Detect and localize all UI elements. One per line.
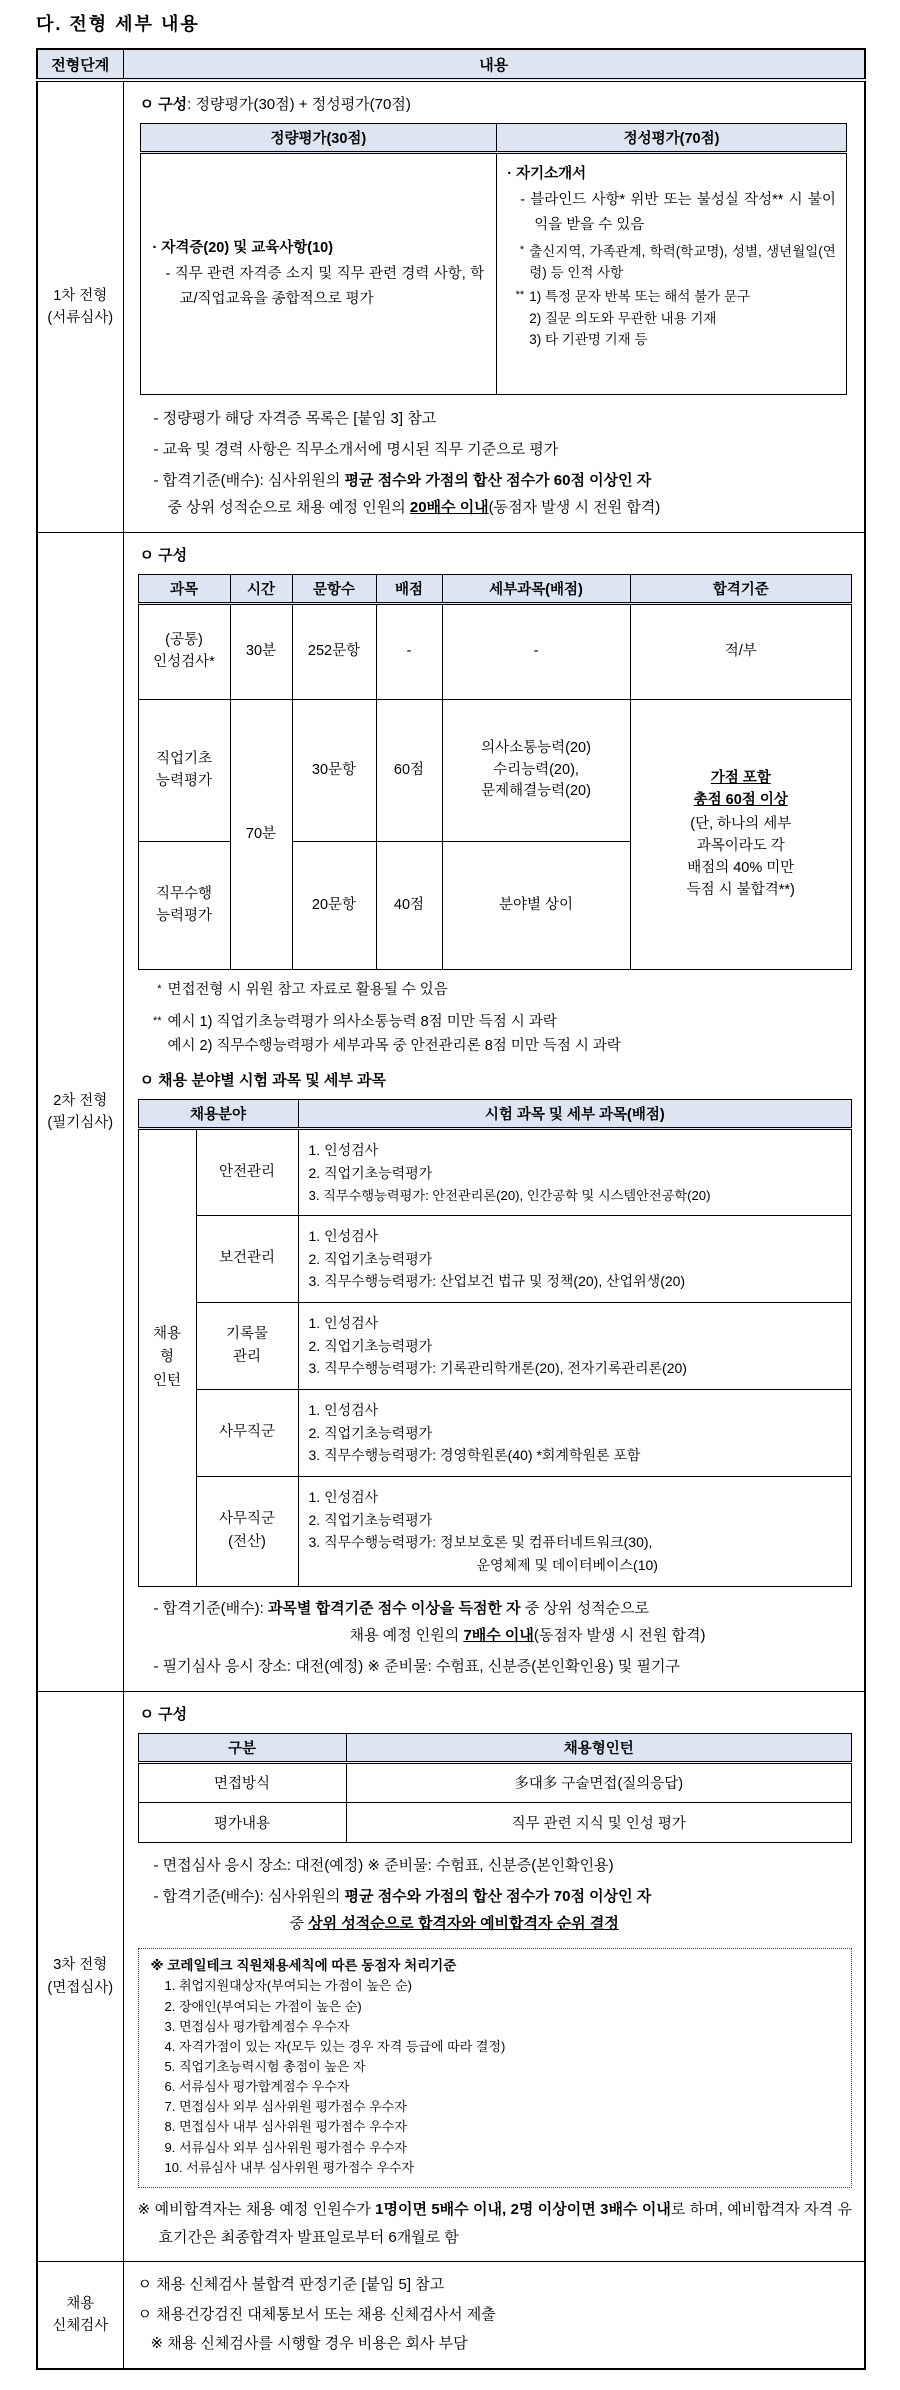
stage1-label-line1: 1차 전형	[53, 287, 108, 304]
interview-table	[138, 1733, 853, 1843]
selection-detail-table	[36, 48, 866, 2370]
subjects-header-count: 문항수	[292, 575, 376, 604]
stage3-content	[123, 1691, 865, 2261]
subject-detail-cell: 의사소통능력(20) 수리능력(20), 문제해결능력(20)	[442, 700, 630, 842]
field-subjects-cell: 1. 인성검사 2. 직업기초능력평가 3. 직무수행능력평가: 기록관리학개론(20), 전자기록관리론(20)	[298, 1302, 852, 1389]
subjects-header-detail: 세부과목(배점)	[442, 575, 630, 604]
stage3-venue-note: - 면접심사 응시 장소: 대전(예정) ※ 준비물: 수험표, 신분증(본인확인용)	[153, 1856, 614, 1874]
fields-row-office	[138, 1390, 852, 1477]
field-name-cell: 안전관리	[196, 1129, 298, 1216]
stage2-row	[37, 533, 865, 1692]
intern-group-cell: 채용형 인턴	[138, 1129, 196, 1586]
stage1-note-1: - 정량평가 해당 자격증 목록은 [붙임 3] 참고	[153, 410, 437, 427]
subjects-header-score: 배점	[376, 575, 442, 604]
subjects-row-personality	[138, 604, 852, 700]
field-subjects-cell: 1. 인성검사 2. 직업기초능력평가 3. 직무수행능력평가: 경영학원론(40) *회계학원론 포함	[298, 1390, 852, 1477]
stage4-label	[37, 2262, 123, 2369]
stage2-footnote-3: 예시 2) 직무수행능력평가 세부과목 중 안전관리론 8점 미만 득점 시 과락	[167, 1037, 621, 1054]
stage1-label	[37, 80, 123, 533]
stage2-label-line1: 2차 전형	[53, 1092, 108, 1109]
interview-header-row	[138, 1733, 852, 1762]
subjects-header-row	[138, 575, 852, 604]
stage4-line-1: ㅇ 채용 신체검사 불합격 판정기준 [붙임 5] 참고	[137, 2276, 445, 2294]
stage4-content	[123, 2262, 865, 2369]
bullet-icon: ㅇ	[139, 1072, 154, 1090]
subjects-row-basic	[138, 700, 852, 842]
interview-header-type: 구분	[138, 1733, 346, 1762]
bullet-icon: ㅇ	[139, 96, 154, 113]
stage1-note-3: - 합격기준(배수): 심사위원의 평균 점수와 가점의 합산 점수가 60점 이상인 자	[153, 471, 652, 489]
stage4-label-line2: 신체검사	[52, 2318, 109, 2335]
bullet-icon: ㅇ	[139, 547, 154, 564]
stage2-fields-heading: ㅇ 채용 분야별 시험 과목 및 세부 과목	[139, 1072, 387, 1090]
stage4-label-line1: 채용	[66, 2295, 95, 2312]
main-header-row	[37, 49, 865, 80]
interview-row-method: 면접방식 多대多 구술면접(질의응답)	[138, 1762, 852, 1802]
stage3-label-line1: 3차 전형	[53, 1957, 108, 1974]
qual-footnote-2: ** 1) 특정 문자 반복 또는 해석 불가 문구 2) 질문 의도와 무관한 내용 기재 3) 타 기관명 기재 등	[507, 286, 836, 351]
tiebreak-item: 3. 면접심사 평가합계점수 우수자	[164, 2018, 350, 2034]
subjects-table	[138, 574, 853, 970]
stage3-reserve-note: ※ 예비합격자는 채용 예정 인원수가 1명이면 5배수 이내, 2명 이상이면 3배수 이내로 하며, 예비합격자 자격 유효기간은 최종합격자 발표일로부터 6개월로 함	[137, 2200, 852, 2246]
stage3-row	[37, 1691, 865, 2261]
stage3-pass-note-line2: 중 상위 성적순으로 합격자와 예비합격자 순위 결정	[289, 1915, 619, 1933]
tiebreak-item: 4. 자격가점이 있는 자(모두 있는 경우 자격 등급에 따라 결정)	[164, 2038, 506, 2054]
stage4-line-3: ※ 채용 신체검사를 시행할 경우 비용은 회사 부담	[150, 2334, 468, 2352]
stage1-label-line2: (서류심사)	[47, 310, 114, 326]
asterisk-icon: *	[519, 243, 525, 256]
subject-pass-criteria-cell: 가점 포함 총점 60점 이상 (단, 하나의 세부 과목이라도 각 배점의 40% 미만 득점 시 불합격**)	[630, 700, 852, 970]
subject-score-cell: 40점	[376, 842, 442, 970]
stage1-note-2: - 교육 및 경력 사항은 직무소개서에 명시된 직무 기준으로 평가	[153, 440, 559, 458]
subject-time-cell: 30분	[230, 604, 292, 700]
qual-item-title: · 자기소개서	[507, 166, 587, 182]
header-stage: 전형단계	[37, 49, 123, 80]
field-name-cell: 보건관리	[196, 1215, 298, 1302]
page-title: 다. 전형 세부 내용	[36, 14, 200, 34]
evaluation-table-body	[140, 153, 846, 395]
evaluation-table-header	[140, 124, 846, 153]
subject-score-cell: -	[376, 604, 442, 700]
tiebreak-item: 5. 직업기초능력시험 총점이 높은 자	[164, 2059, 366, 2075]
field-subjects-cell: 1. 인성검사 2. 직업기초능력평가 3. 직무수행능력평가: 정보보호론 및 컴퓨터네트워크(30), 운영체제 및 데이터베이스(10)	[298, 1477, 852, 1587]
subject-count-cell: 252문항	[292, 604, 376, 700]
tiebreak-box	[138, 1948, 853, 2188]
fields-header-field: 채용분야	[138, 1100, 298, 1129]
qual-eval-header: 정성평가(70점)	[497, 124, 847, 153]
tiebreak-item: 6. 서류심사 평가합계점수 우수자	[164, 2079, 350, 2095]
subject-name-cell: 직업기초 능력평가	[138, 700, 230, 842]
tiebreak-item: 8. 면접심사 내부 심사위원 평가점수 우수자	[164, 2119, 407, 2135]
stage2-venue-note: - 필기심사 응시 장소: 대전(예정) ※ 준비물: 수험표, 신분증(본인확인용) 및 필기구	[153, 1658, 680, 1676]
stage3-label-line2: (면접심사)	[47, 1979, 114, 1996]
stage2-composition-line: ㅇ 구성	[139, 547, 188, 564]
asterisk-icon: *	[157, 983, 162, 995]
stage3-composition-line: ㅇ 구성	[139, 1705, 188, 1723]
tiebreak-item: 1. 취업지원대상자(부여되는 가점이 높은 순)	[164, 1978, 412, 1994]
tiebreak-item: 2. 장애인(부여되는 가점이 높은 순)	[164, 1998, 362, 2014]
stage2-pass-note: - 합격기준(배수): 과목별 합격기준 점수 이상을 득점한 자 중 상위 성적순으로	[153, 1599, 650, 1617]
subject-detail-cell: 분야별 상이	[442, 842, 630, 970]
tiebreak-item: 7. 면접심사 외부 심사위원 평가점수 우수자	[164, 2099, 407, 2115]
tiebreak-item: 10. 서류심사 내부 심사위원 평가점수 우수자	[164, 2159, 415, 2175]
subject-detail-cell: -	[442, 604, 630, 700]
subject-shared-time-cell: 70분	[230, 700, 292, 970]
field-name-cell: 사무직군	[196, 1390, 298, 1477]
tiebreak-item: 9. 서류심사 외부 심사위원 평가점수 우수자	[164, 2139, 407, 2155]
qual-footnote-1: * 출신지역, 가족관계, 학력(학교명), 성별, 생년월일(연령) 등 인적 사항	[507, 241, 836, 284]
stage2-label-line2: (필기심사)	[47, 1114, 114, 1131]
stage2-label	[37, 533, 123, 1692]
stage4-line-2: ㅇ 채용건강검진 대체통보서 또는 채용 신체검사서 제출	[137, 2305, 496, 2323]
qual-item-desc: - 블라인드 사항* 위반 또는 불성실 작성** 시 불이익을 받을 수 있음	[520, 192, 836, 234]
subject-count-cell: 20문항	[292, 842, 376, 970]
header-content: 내용	[123, 49, 865, 80]
stage3-pass-note: - 합격기준(배수): 심사위원의 평균 점수와 가점의 합산 점수가 70점 이상인 자	[153, 1887, 652, 1905]
fields-row-records	[138, 1302, 852, 1389]
subjects-header-time: 시간	[230, 575, 292, 604]
stage2-pass-note-line2: 채용 예정 인원의 7배수 이내(동점자 발생 시 전원 합격)	[349, 1627, 706, 1645]
quant-item-desc: - 직무 관련 자격증 소지 및 직무 관련 경력 사항, 학교/직업교육을 종합적으로 평가	[165, 265, 485, 307]
subject-count-cell: 30문항	[292, 700, 376, 842]
quant-eval-header: 정량평가(30점)	[140, 124, 497, 153]
field-subjects-cell: 1. 인성검사 2. 직업기초능력평가 3. 직무수행능력평가: 안전관리론(20), 인간공학 및 시스템안전공학(20)	[298, 1129, 852, 1216]
stage2-content	[123, 533, 865, 1692]
interview-row-eval: 평가내용 직무 관련 지식 및 인성 평가	[138, 1802, 852, 1842]
fields-row-office-it	[138, 1477, 852, 1587]
stage2-footnote-2: ** 예시 1) 직업기초능력평가 의사소통능력 8점 미만 득점 시 과락	[142, 1012, 853, 1034]
qual-eval-cell	[497, 153, 847, 395]
subjects-header-subject: 과목	[138, 575, 230, 604]
quant-item-title: · 자격증(20) 및 교육사항(10)	[152, 239, 334, 256]
interview-header-value: 채용형인턴	[346, 1733, 852, 1762]
double-asterisk-icon: **	[515, 288, 525, 301]
evaluation-table	[140, 123, 847, 395]
subjects-header-pass: 합격기준	[630, 575, 852, 604]
stage1-content	[123, 80, 865, 533]
stage2-footnote-1: * 면접전형 시 위원 참고 자료로 활용될 수 있음	[142, 980, 853, 1002]
field-name-cell: 사무직군 (전산)	[196, 1477, 298, 1587]
bullet-icon: ㅇ	[139, 1705, 154, 1723]
field-name-cell: 기록물 관리	[196, 1302, 298, 1389]
stage4-row	[37, 2262, 865, 2369]
fields-header-subjects: 시험 과목 및 세부 과목(배점)	[298, 1100, 852, 1129]
subject-name-cell: 직무수행 능력평가	[138, 842, 230, 970]
subject-pass-cell: 적/부	[630, 604, 852, 700]
fields-header-row	[138, 1100, 852, 1129]
stage1-row	[37, 80, 865, 533]
quant-eval-cell	[140, 153, 497, 395]
subject-score-cell: 60점	[376, 700, 442, 842]
stage3-label	[37, 1691, 123, 2261]
fields-row-safety	[138, 1129, 852, 1216]
double-asterisk-icon: **	[152, 1014, 162, 1027]
tiebreak-title: ※ 코레일테크 직원채용세칙에 따른 동점자 처리기준	[150, 1958, 457, 1974]
field-subjects-cell: 1. 인성검사 2. 직업기초능력평가 3. 직무수행능력평가: 산업보건 법규 및 정책(20), 산업위생(20)	[298, 1215, 852, 1302]
fields-table	[138, 1099, 853, 1586]
stage1-composition-line: ㅇ 구성: 정량평가(30점) + 정성평가(70점)	[139, 96, 411, 113]
fields-row-health	[138, 1215, 852, 1302]
subject-name-cell: (공통) 인성검사*	[138, 604, 230, 700]
stage1-note-3-line2: 중 상위 성적순으로 채용 예정 인원의 20배수 이내(동점자 발생 시 전원 합격)	[167, 499, 661, 517]
